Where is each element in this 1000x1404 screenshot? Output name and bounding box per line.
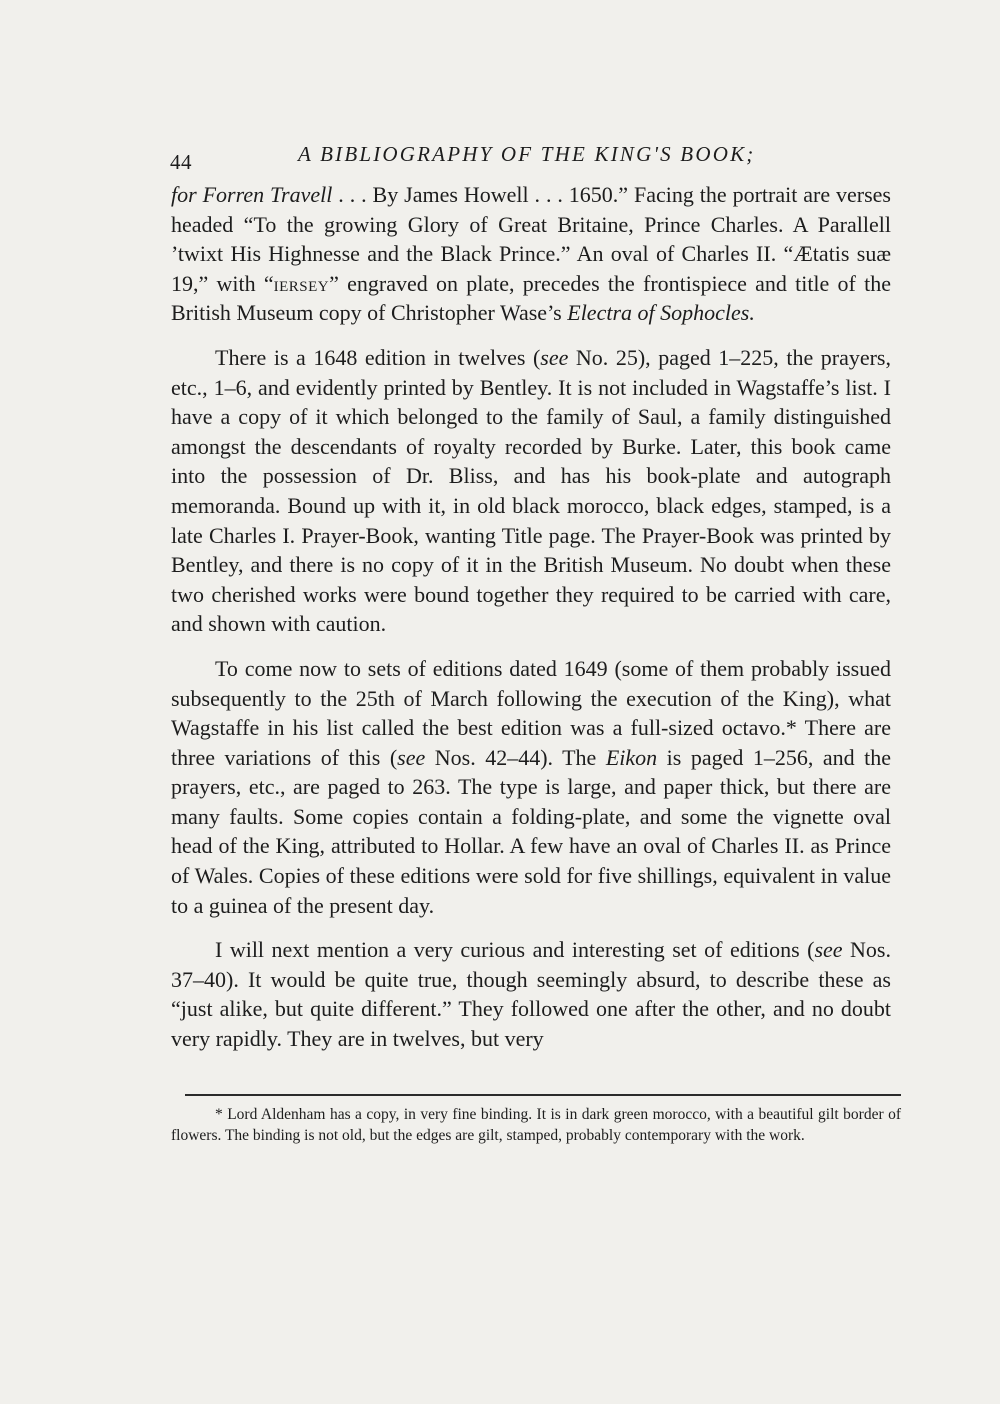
engraved-word: iersey — [273, 270, 330, 296]
paragraph-1 — [171, 180, 891, 328]
paragraph-3-text-2: Nos. 42–44). The — [425, 744, 606, 770]
footnote-rule — [185, 1094, 901, 1096]
see-reference: see — [540, 344, 569, 370]
paragraph-3 — [171, 654, 891, 920]
book-title-fragment: for Forren Travell — [171, 182, 333, 207]
paragraph-2-text: There is a 1648 edition in twelves ( — [215, 344, 541, 370]
footnote-text: * Lord Aldenham has a copy, in very fine binding. It is in dark green morocco, with a beautiful gilt border of flowers. The binding is not old, but the edges are gilt, stamped, probably contemporary with the work. — [171, 1106, 901, 1144]
paragraph-2-text-2: No. 25), paged 1–225, the prayers, etc., 1–6, and evidently printed by Bentley. It is not included in Wagstaffe’s list. I have a copy of it which belonged to the family of Saul, a family distinguished amongst the descendants of royalty recorded by Burke. Later, this book came into the possession of Dr. Bliss, and has his book-plate and autograph memoranda. Bound up with it, in old black morocco, black edges, stamped, is a late Charles I. Prayer-Book, wanting Title page. The Prayer-Book was printed by Bentley, and there is no copy of it in the British Museum. No doubt when these two cherished works were bound together they required to be carried with care, and shown with caution. — [171, 344, 891, 637]
see-reference: see — [814, 937, 843, 963]
book-title-electra: Electra of Sophocles. — [567, 300, 755, 326]
paragraph-4-text: I will next mention a very curious and interesting set of editions ( — [215, 937, 815, 963]
paragraph-1-text: . . . By James Howell . . . 1650.” Facing the portrait are verses headed “To the growing Glory of Great Britaine, Prince Charles. A Parallell ’twixt His Highnesse and the Black Prince.” An oval of Charles II. “Ætatis suæ 19,” with “ — [171, 182, 891, 296]
see-reference: see — [397, 744, 426, 770]
footnote — [171, 1104, 901, 1146]
paragraph-4-text-2: Nos. 37–40). It would be quite true, though seemingly absurd, to describe these as “just alike, but quite different.” They followed one after the other, and no doubt very rapidly. They are in twelves, but very — [171, 937, 891, 1052]
paragraph-3-text-3: is paged 1–256, and the prayers, etc., are paged to 263. The type is large, and paper thick, but there are many faults. Some copies contain a folding-plate, and some the vignette oval head of the King, attributed to Hollar. A few have an oval of Charles II. as Prince of Wales. Copies of these editions were sold for five shillings, equivalent in value to a guinea of the present day. — [171, 744, 891, 918]
body-text — [171, 180, 891, 1054]
eikon-title: Eikon — [605, 744, 658, 770]
paragraph-3-text: To come now to sets of editions dated 1649 (some of them probably issued subsequently to the 25th of March following the execution of the King), what Wagstaffe in his list called the best edition was a full-sized octavo.* There are three variations of this ( — [171, 655, 891, 770]
paragraph-1-text-2: ” engraved on plate, precedes the frontispiece and title of the British Museum copy of Christopher Wase’s — [171, 270, 891, 326]
paragraph-2 — [171, 343, 891, 639]
page-number: 44 — [170, 150, 192, 174]
running-head: A BIBLIOGRAPHY OF THE KING'S BOOK; — [298, 142, 756, 166]
paragraph-4 — [171, 935, 891, 1053]
